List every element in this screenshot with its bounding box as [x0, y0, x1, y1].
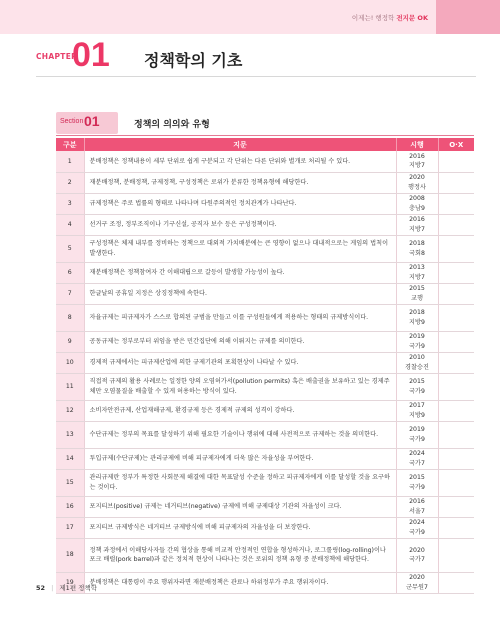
exam-source — [396, 496, 438, 517]
ox-answer-cell[interactable] — [438, 331, 474, 352]
chapter-label: CHAPTER — [36, 52, 78, 61]
chapter-number: 01 — [72, 36, 110, 74]
exam-year: 2015 — [409, 378, 425, 386]
exam-source — [396, 193, 438, 214]
statement-text: 구성정책은 체제 내부를 정비하는 정책으로 대외적 가치배분에는 큰 영향이 없으나 대내적으로는 게임의 법칙이 발생한다. — [84, 235, 396, 262]
row-number: 9 — [56, 331, 84, 352]
section-word: Section — [60, 118, 84, 125]
table-row — [56, 172, 474, 193]
exam-year: 2024 — [409, 519, 425, 527]
statement-text: 경제적 규제에서는 피규제산업에 의한 규제기관의 포획현상이 나타날 수 있다. — [84, 352, 396, 373]
row-number: 7 — [56, 283, 84, 304]
statement-text: 분배정책은 정책내용이 세부 단위로 쉽게 구분되고 각 단위는 다른 단위와 별개로 처리될 수 있다. — [84, 151, 396, 172]
statement-text: 직접적 규제의 활용 사례로는 일정한 양의 오염허가서(pollution permits) 혹은 배출권을 보유하고 있는 경제주체만 오염물질을 배출할 수 있게 허용하는 방식이 있다. — [84, 373, 396, 400]
exam-source — [396, 172, 438, 193]
ox-answer-cell[interactable] — [438, 469, 474, 496]
row-number: 14 — [56, 448, 84, 469]
exam-type: 행정사 — [408, 183, 426, 191]
ox-answer-cell[interactable] — [438, 517, 474, 538]
exam-year: 2019 — [409, 333, 425, 341]
table-row — [56, 283, 474, 304]
row-number: 3 — [56, 193, 84, 214]
chapter-title: 정책학의 기초 — [144, 51, 243, 70]
row-number: 5 — [56, 235, 84, 262]
exam-source — [396, 235, 438, 262]
tagline-emphasis: 전지문 OK — [396, 14, 428, 22]
exam-source — [396, 262, 438, 283]
table-row — [56, 517, 474, 538]
chapter-divider — [36, 76, 476, 77]
statement-text: 정책 과정에서 이해당사자들 간의 협상을 통해 비교적 안정적인 연합을 형성하거나, 로그롤링(log-rolling)이나 포크 배럴(pork barrel)과 같은 정치적 현상이 나타나는 것은 로위의 정책 유형 중 분배정책에 해당한다. — [84, 538, 396, 572]
exam-source — [396, 331, 438, 352]
row-number: 10 — [56, 352, 84, 373]
exam-type: 국가9 — [409, 528, 425, 536]
statement-text: 관리규제란 정부가 특정한 사회문제 해결에 대한 목표달성 수준을 정하고 피규제자에게 이를 달성할 것을 요구하는 것이다. — [84, 469, 396, 496]
exam-source — [396, 421, 438, 448]
row-number: 17 — [56, 517, 84, 538]
table-row — [56, 235, 474, 262]
exam-type: 지방7 — [409, 162, 425, 170]
statement-text: 포지티브 규제방식은 네거티브 규제방식에 비해 피규제자의 자율성을 더 보장한다. — [84, 517, 396, 538]
section-badge — [56, 112, 118, 134]
exam-source — [396, 283, 438, 304]
ox-answer-cell[interactable] — [438, 496, 474, 517]
exam-year: 2016 — [409, 216, 425, 224]
page-footer — [36, 583, 97, 592]
statement-text: 투입규제(수단규제)는 관리규제에 비해 피규제자에게 더욱 많은 자율성을 부여한다. — [84, 448, 396, 469]
table-row — [56, 262, 474, 283]
statement-text: 재분배정책, 분배정책, 규제정책, 구성정책은 로위가 분류한 정책유형에 해당한다. — [84, 172, 396, 193]
ox-answer-cell[interactable] — [438, 283, 474, 304]
statement-text: 소비자안전규제, 산업재해규제, 환경규제 등은 경제적 규제의 성격이 강하다. — [84, 400, 396, 421]
exam-source — [396, 304, 438, 331]
statement-text: 선거구 조정, 정부조직이나 기구신설, 공직자 보수 등은 구성정책이다. — [84, 214, 396, 235]
tagline-prefix: 이제는! 행정학 — [351, 14, 397, 22]
ox-answer-cell[interactable] — [438, 193, 474, 214]
row-number: 18 — [56, 538, 84, 572]
table-row — [56, 151, 474, 172]
exam-year: 2015 — [409, 474, 425, 482]
ox-answer-cell[interactable] — [438, 304, 474, 331]
ox-answer-cell[interactable] — [438, 448, 474, 469]
header-number: 구분 — [56, 138, 84, 151]
exam-year: 2020 — [409, 574, 425, 582]
row-number: 8 — [56, 304, 84, 331]
exam-type: 국가7 — [409, 556, 425, 563]
exam-source — [396, 214, 438, 235]
exam-source — [396, 352, 438, 373]
exam-year: 2016 — [409, 498, 425, 506]
exam-type: 국가9 — [409, 483, 425, 491]
exam-type: 지방7 — [409, 225, 425, 233]
statement-text: 자율규제는 피규제자가 스스로 합의된 규범을 만들고 이를 구성원들에게 적용하는 형태의 규제방식이다. — [84, 304, 396, 331]
exam-type: 국회8 — [409, 249, 425, 257]
table-row — [56, 496, 474, 517]
section-header — [56, 110, 474, 136]
exam-source — [396, 448, 438, 469]
row-number: 1 — [56, 151, 84, 172]
exam-year: 2013 — [409, 264, 425, 272]
table-row — [56, 352, 474, 373]
ox-answer-cell[interactable] — [438, 538, 474, 572]
ox-answer-cell[interactable] — [438, 262, 474, 283]
exam-year: 2008 — [409, 195, 425, 203]
ox-answer-cell[interactable] — [438, 151, 474, 172]
question-table — [56, 138, 474, 594]
exam-source — [396, 538, 438, 572]
ox-answer-cell[interactable] — [438, 373, 474, 400]
statement-text: 포지티브(positive) 규제는 네거티브(negative) 규제에 비해 규제대상 기관의 자율성이 크다. — [84, 496, 396, 517]
exam-source — [396, 373, 438, 400]
header-statement: 지문 — [84, 138, 396, 151]
table-row — [56, 400, 474, 421]
table-row — [56, 331, 474, 352]
exam-year: 2020 — [409, 174, 425, 182]
exam-source — [396, 151, 438, 172]
book-tagline — [352, 13, 428, 22]
statement-text: 재분배정책은 정책참여자 간 이해대립으로 갈등이 발생할 가능성이 높다. — [84, 262, 396, 283]
row-number: 2 — [56, 172, 84, 193]
header-ox: O·X — [438, 138, 474, 151]
corner-decoration — [436, 0, 500, 34]
top-header-band — [0, 0, 500, 34]
exam-year: 2024 — [409, 450, 425, 458]
table-row — [56, 193, 474, 214]
row-number: 19 — [56, 572, 84, 593]
row-number: 6 — [56, 262, 84, 283]
ox-answer-cell[interactable] — [438, 421, 474, 448]
exam-type: 교행 — [411, 294, 423, 302]
section-title: 정책의 의의와 유형 — [134, 120, 210, 130]
page-number: 52 — [36, 584, 46, 592]
exam-year: 2019 — [409, 426, 425, 434]
ox-answer-cell[interactable] — [438, 352, 474, 373]
row-number: 15 — [56, 469, 84, 496]
ox-answer-cell[interactable] — [438, 172, 474, 193]
row-number: 12 — [56, 400, 84, 421]
footer-separator: | — [51, 584, 54, 592]
exam-type: 국가9 — [409, 342, 425, 350]
statement-text: 규제정책은 주로 법률의 형태로 나타나며 다원주의적인 정치관계가 나타난다. — [84, 193, 396, 214]
table-row — [56, 304, 474, 331]
ox-answer-cell[interactable] — [438, 400, 474, 421]
exam-type: 군무원7 — [406, 583, 428, 591]
exam-year: 2015 — [409, 285, 425, 293]
row-number: 13 — [56, 421, 84, 448]
exam-type: 국가9 — [409, 435, 425, 443]
part-title: 제1편 정책학 — [59, 584, 98, 592]
header-exam: 시행 — [396, 138, 438, 151]
row-number: 4 — [56, 214, 84, 235]
table-row — [56, 538, 474, 572]
table-row — [56, 214, 474, 235]
table-header-row — [56, 138, 474, 151]
section-number: 01 — [84, 113, 100, 129]
exam-type: 지방9 — [409, 411, 425, 419]
exam-year: 2018 — [409, 309, 425, 317]
statement-text: 한글날의 공휴일 지정은 상징정책에 속한다. — [84, 283, 396, 304]
exam-year: 2010 — [409, 354, 425, 362]
section-divider — [56, 135, 474, 136]
exam-source — [396, 517, 438, 538]
exam-year: 2018 — [409, 240, 425, 248]
exam-type: 국가7 — [409, 459, 425, 467]
ox-answer-cell[interactable] — [438, 214, 474, 235]
exam-type: 지방9 — [409, 318, 425, 326]
table-row — [56, 373, 474, 400]
exam-source — [396, 572, 438, 593]
ox-answer-cell[interactable] — [438, 235, 474, 262]
exam-type: 서울7 — [409, 507, 425, 515]
exam-type: 경찰승진 — [405, 363, 429, 371]
exam-type: 국가9 — [409, 387, 425, 395]
row-number: 11 — [56, 373, 84, 400]
statement-text: 분배정책은 대통령이 주요 행위자라면 재분배정책은 관료나 하위정부가 주요 행위자이다. — [84, 572, 396, 593]
table-row — [56, 469, 474, 496]
exam-year: 2020 — [409, 546, 425, 554]
statement-text: 수단규제는 정부의 목표를 달성하기 위해 필요한 기술이나 행위에 대해 사전적으로 규제하는 것을 의미한다. — [84, 421, 396, 448]
table-row — [56, 448, 474, 469]
table-row — [56, 572, 474, 593]
exam-source — [396, 400, 438, 421]
ox-answer-cell[interactable] — [438, 572, 474, 593]
table-row — [56, 421, 474, 448]
exam-type: 충남9 — [409, 204, 425, 212]
row-number: 16 — [56, 496, 84, 517]
exam-source — [396, 469, 438, 496]
statement-text: 공동규제는 정부로부터 위임을 받은 민간집단에 의해 이뤄지는 규제를 의미한다. — [84, 331, 396, 352]
exam-year: 2016 — [409, 152, 425, 160]
exam-type: 지방7 — [409, 273, 425, 281]
exam-year: 2017 — [409, 402, 425, 410]
